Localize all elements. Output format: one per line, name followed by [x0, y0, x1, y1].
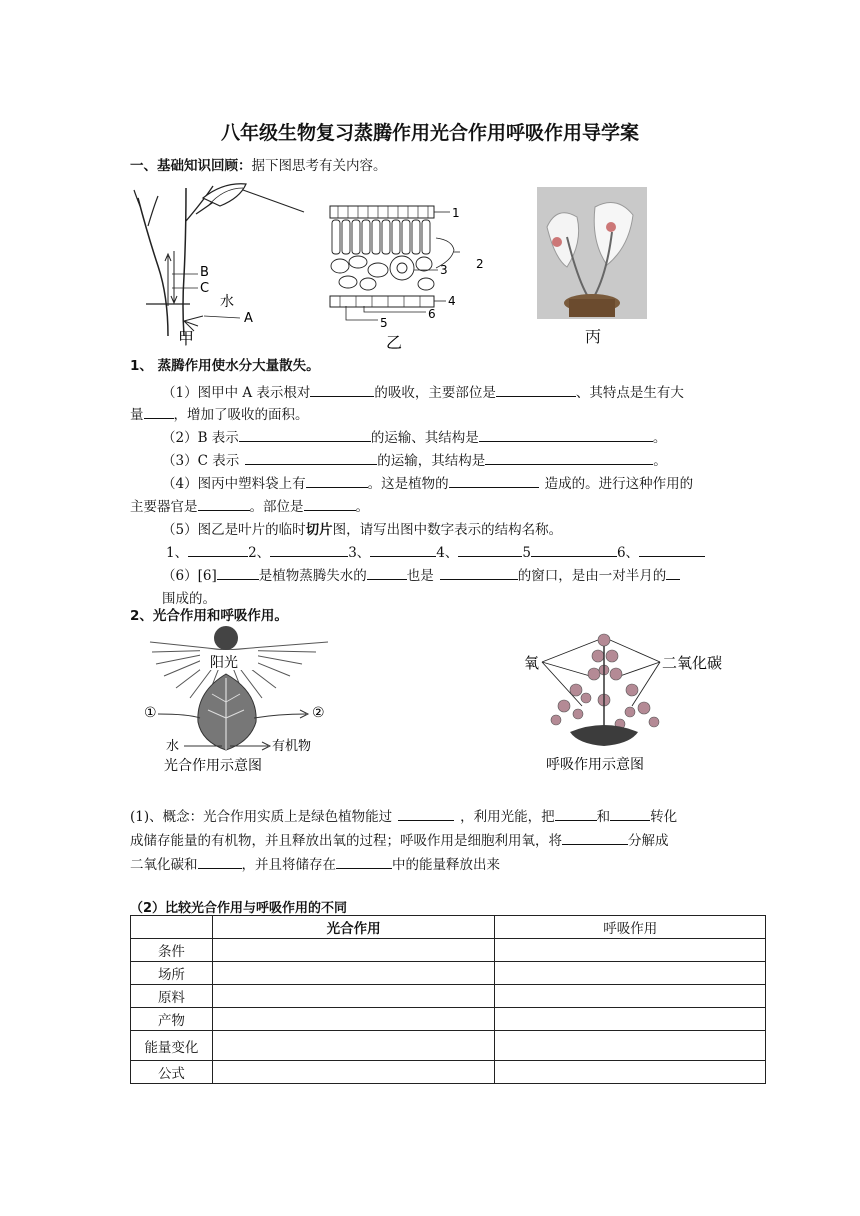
label-organic-matter: 有机物 [272, 739, 312, 754]
answer-blank[interactable] [144, 406, 174, 419]
answer-blank[interactable] [398, 808, 454, 821]
label-B: B [200, 265, 209, 280]
answer-blank[interactable] [485, 452, 653, 465]
section1-intro: 据下图思考有关内容。 [251, 158, 387, 174]
q2-text: (1)、概念：光合作用实质上是绿色植物能过 [130, 809, 393, 825]
page-title: 八年级生物复习蒸腾作用光合作用呼吸作用导学案 [220, 122, 639, 144]
q1-line5 [162, 518, 562, 538]
q1-text: 5 [522, 545, 531, 561]
q1-text: 量 [130, 407, 144, 423]
row-label: 原料 [131, 985, 213, 1008]
table-row [131, 962, 766, 985]
q1-text: 主要器官是 [130, 499, 198, 515]
q1-text: 的运输、其结构是 [370, 430, 479, 446]
q1-text: 2、 [248, 545, 271, 561]
comparison-table [130, 915, 766, 1084]
answer-cell[interactable] [212, 939, 495, 962]
answer-blank[interactable] [188, 544, 248, 557]
q2-text: 中的能量释放出来 [392, 857, 500, 873]
leaf-number-5: 5 [380, 316, 388, 330]
q1-text: 。 [355, 499, 369, 515]
row-label: 条件 [131, 939, 213, 962]
row-label: 公式 [131, 1061, 213, 1084]
q2-text: ，利用光能，把 [460, 809, 555, 825]
label-C: C [200, 281, 210, 296]
answer-cell[interactable] [495, 985, 766, 1008]
section1-line [130, 154, 387, 174]
answer-blank[interactable] [610, 808, 650, 821]
table-header-photosynthesis: 光合作用 [212, 916, 495, 939]
label-water: 水 [220, 294, 234, 310]
answer-cell[interactable] [495, 1061, 766, 1084]
figure-jia-label: 甲 [178, 329, 195, 346]
figure-yi-label: 乙 [386, 333, 403, 352]
q1-text: 切片 [305, 522, 333, 538]
table-header-respiration: 呼吸作用 [495, 916, 766, 939]
q1-text: 也是 [406, 568, 434, 584]
answer-blank[interactable] [198, 856, 242, 869]
answer-cell[interactable] [212, 1008, 495, 1031]
label-circle-2: ② [312, 705, 325, 721]
answer-blank[interactable] [531, 544, 617, 557]
figure-stem-diagram [128, 176, 313, 346]
q1-line5-answers [166, 541, 705, 561]
answer-blank[interactable] [245, 452, 377, 465]
q1-text: 的运输，其结构是 [377, 453, 486, 469]
row-label: 能量变化 [131, 1031, 213, 1061]
answer-blank[interactable] [496, 384, 576, 397]
q1-text: 的窗口，是由一对半月的 [517, 568, 667, 584]
q1-text: 3、 [348, 545, 371, 561]
table-row [131, 939, 766, 962]
table-header-row [131, 916, 766, 939]
answer-cell[interactable] [212, 1061, 495, 1084]
q1-line6 [162, 564, 680, 584]
answer-blank[interactable] [198, 498, 250, 511]
q2-text: 成储存能量的有机物，并且释放出氧的过程；呼吸作用是细胞利用氧，将 [130, 833, 562, 849]
q1-text: （1）图甲中 A 表示根对 [162, 385, 311, 401]
answer-blank[interactable] [562, 832, 628, 845]
answer-blank[interactable] [270, 544, 348, 557]
figure-photosynthesis [138, 622, 338, 777]
figure-bing-label: 丙 [585, 327, 602, 346]
q1-line1b [130, 403, 309, 423]
leaf-number-3: 3 [440, 263, 448, 277]
label-circle-1: ① [144, 705, 157, 721]
q2-text: ，并且将储存在 [241, 857, 336, 873]
answer-blank[interactable] [304, 498, 356, 511]
q1-line4b [130, 495, 369, 515]
figure-respiration [520, 628, 745, 776]
leaf-number-2: 2 [476, 257, 484, 271]
q1-heading: 1、 蒸腾作用使水分大量散失。 [130, 358, 320, 374]
q1-text: 1、 [166, 545, 189, 561]
q1-text: 是植物蒸腾失水的 [258, 568, 367, 584]
table-row [131, 985, 766, 1008]
answer-blank[interactable] [479, 429, 653, 442]
answer-blank[interactable] [440, 567, 518, 580]
q2-text: 二氧化碳和 [130, 857, 198, 873]
q1-text: 图，请写出图中数字表示的结构名称。 [332, 522, 563, 538]
q1-line3 [162, 449, 667, 469]
answer-blank[interactable] [310, 384, 374, 397]
photosynthesis-caption: 光合作用示意图 [164, 758, 262, 774]
label-oxygen: 氧 [524, 654, 540, 672]
answer-blank[interactable] [639, 544, 705, 557]
q1-text: 4、 [436, 545, 459, 561]
q2-concept-line2 [130, 829, 669, 849]
answer-cell[interactable] [495, 939, 766, 962]
answer-blank[interactable] [367, 567, 407, 580]
section1-heading: 一、基础知识回顾： [130, 158, 252, 174]
answer-blank[interactable] [217, 567, 259, 580]
respiration-caption: 呼吸作用示意图 [546, 757, 644, 773]
answer-blank[interactable] [336, 856, 392, 869]
q1-text: 。这是植物的 [367, 476, 449, 492]
q2-concept-line1 [130, 805, 677, 825]
row-label: 产物 [131, 1008, 213, 1031]
table-row [131, 1031, 766, 1061]
answer-cell[interactable] [212, 1031, 495, 1061]
figure-plant-photo [537, 187, 647, 319]
leaf-number-1: 1 [452, 206, 460, 220]
answer-blank[interactable] [449, 475, 539, 488]
answer-blank[interactable] [370, 544, 436, 557]
q1-text: （4）图丙中塑料袋上有 [162, 476, 306, 492]
q2-text: 转化 [650, 809, 678, 825]
answer-blank[interactable] [306, 475, 368, 488]
q1-text: ，增加了吸收的面积。 [173, 407, 309, 423]
q1-line6b: 围成的。 [162, 591, 216, 607]
leaf-number-4: 4 [448, 294, 456, 308]
q1-line2 [162, 426, 666, 446]
q1-text: （5）图乙是叶片的临时 [162, 522, 306, 538]
label-sunlight: 阳光 [210, 655, 238, 671]
q1-text: 。 [652, 430, 667, 446]
answer-cell[interactable] [212, 985, 495, 1008]
q1-text: （2）B 表示 [162, 430, 239, 446]
q1-text: （3）C 表示 [162, 453, 240, 469]
row-label: 场所 [131, 962, 213, 985]
answer-blank[interactable] [555, 808, 597, 821]
figure-leaf-section [328, 202, 493, 352]
q2-text: 和 [596, 809, 611, 825]
answer-cell[interactable] [495, 1031, 766, 1061]
answer-blank[interactable] [666, 567, 680, 580]
q1-text: 的吸收，主要部位是 [374, 385, 496, 401]
table-caption: （2）比较光合作用与呼吸作用的不同 [130, 901, 348, 916]
answer-cell[interactable] [212, 962, 495, 985]
q1-text: 。部位是 [249, 499, 304, 515]
q1-line4 [162, 472, 693, 492]
table-row [131, 1061, 766, 1084]
answer-cell[interactable] [495, 962, 766, 985]
answer-cell[interactable] [495, 1008, 766, 1031]
answer-blank[interactable] [458, 544, 522, 557]
q1-text: 造成的。进行这种作用的 [544, 476, 694, 492]
table-row [131, 1008, 766, 1031]
table-header-empty [131, 916, 213, 939]
q2-text: 分解成 [628, 833, 669, 849]
label-A: A [244, 311, 253, 326]
q1-text: （6）[6] [162, 568, 217, 584]
answer-blank[interactable] [239, 429, 371, 442]
q1-text: 6、 [616, 545, 640, 561]
q2-heading: 2、光合作用和呼吸作用。 [130, 608, 288, 624]
label-co2: 二氧化碳 [662, 654, 723, 672]
label-water: 水 [166, 739, 180, 754]
q1-text: 。 [653, 453, 667, 469]
leaf-number-6: 6 [428, 307, 436, 321]
q1-line1 [162, 381, 684, 401]
q2-concept-line3 [130, 853, 500, 873]
q1-text: 、其特点是生有大 [575, 385, 684, 401]
